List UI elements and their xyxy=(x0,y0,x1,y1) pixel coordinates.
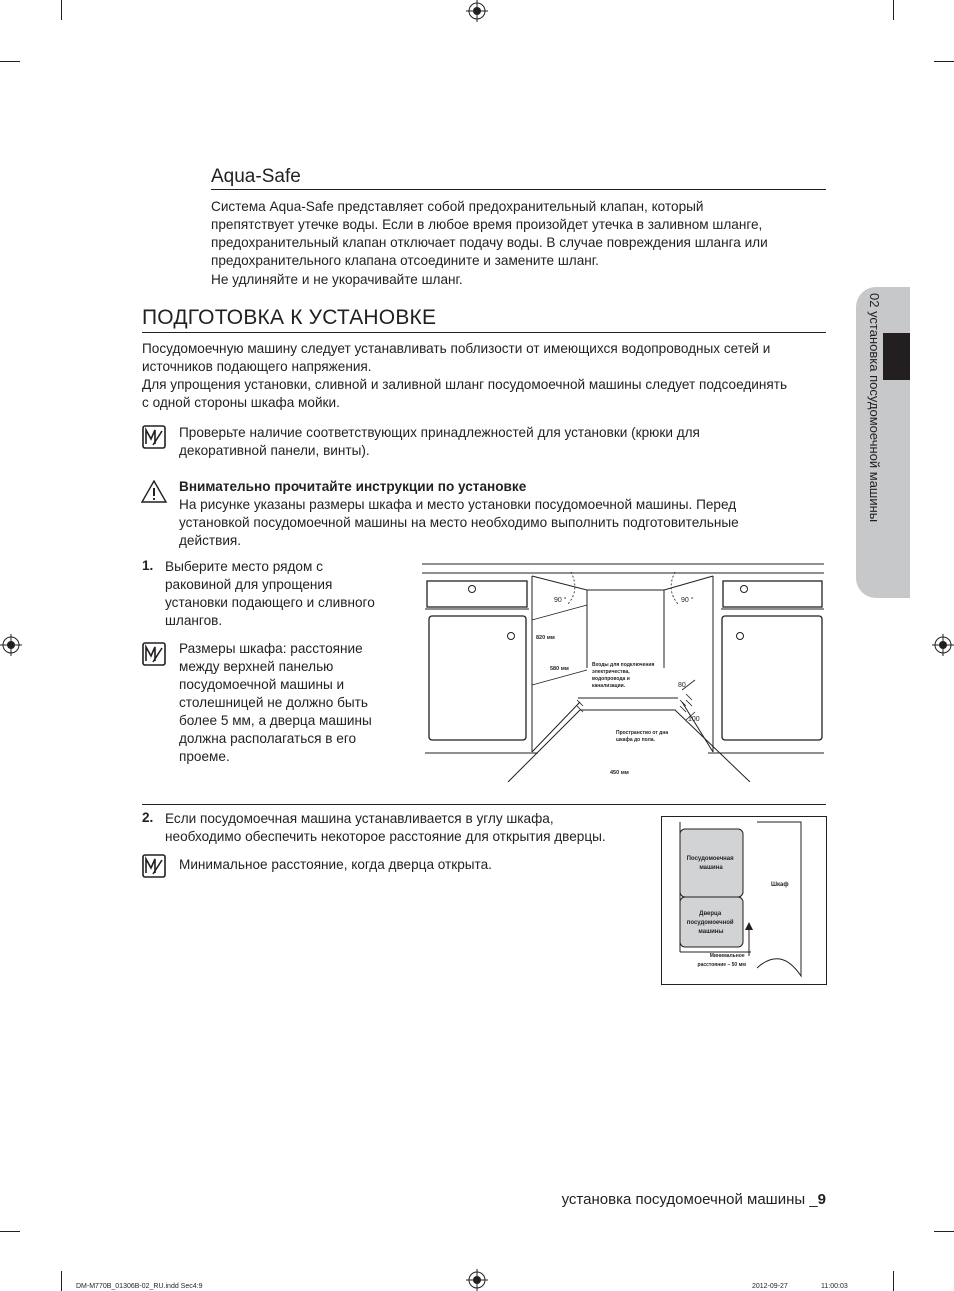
space-label: Пространство от дна шкафа до пола. xyxy=(616,730,669,743)
crop-mark-bottom-right-v xyxy=(893,1271,894,1291)
section-intro: Посудомоечную машину следует устанавливать поблизости от имеющихся водопроводных сетей и источников подающего напряжения. Для упрощения установки, сливной и заливной шланг посудомоечной машины следует подсоединять с одной стороны шкафа мойки. xyxy=(142,341,788,410)
crop-mark-top-right-v xyxy=(893,0,894,20)
angle-right-label: 90 ° xyxy=(681,597,694,604)
section-title: ПОДГОТОВКА К УСТАНОВКЕ xyxy=(142,306,437,329)
registration-mark-icon xyxy=(466,0,488,22)
corner-diagram xyxy=(661,816,827,986)
section-rule xyxy=(142,332,826,333)
crop-mark-top-left-h xyxy=(0,61,20,62)
min-distance-label: Минимальное расстояние – 50 мм xyxy=(697,953,746,968)
cabinet-label: Шкаф xyxy=(771,882,789,888)
crop-mark-bottom-left-v xyxy=(61,1271,62,1291)
note-icon xyxy=(142,854,166,878)
dim-100-label: 100 xyxy=(688,716,700,723)
aqua-safe-heading: Aqua-Safe xyxy=(211,166,301,187)
step-1-number: 1. xyxy=(142,558,154,573)
dim-80-label: 80 xyxy=(678,682,686,689)
registration-mark-icon xyxy=(932,634,954,656)
print-date: 2012-09-27 xyxy=(752,1283,788,1290)
chapter-tab-marker xyxy=(883,333,910,380)
note-icon xyxy=(142,425,166,449)
crop-mark-bottom-right-h xyxy=(934,1231,954,1232)
crop-mark-top-left-v xyxy=(61,0,62,20)
note-accessories: Проверьте наличие соответствующих принадлежностей для установки (крюки для декоративной панели, винты). xyxy=(179,425,700,458)
dim-450-label: 450 мм xyxy=(610,770,629,776)
crop-mark-top-right-h xyxy=(934,61,954,62)
note-icon xyxy=(142,642,166,666)
step-2-number: 2. xyxy=(142,810,154,825)
step-1-text: Выберите место рядом с раковиной для упрощения установки подающего и сливного шлангов. xyxy=(165,559,375,628)
inlets-label: Входы для подключения электричества, водопровода и канализации. xyxy=(592,662,655,689)
chapter-tab-label: 02 установка посудомоечной машины xyxy=(867,293,882,523)
angle-left-label: 90 ° xyxy=(554,597,567,604)
aqua-safe-rule xyxy=(211,189,826,190)
note-min-distance: Минимальное расстояние, когда дверца открыта. xyxy=(179,857,492,872)
step-divider xyxy=(142,804,826,805)
installation-diagram xyxy=(420,560,826,782)
page-footer: установка посудомоечной машины _9 xyxy=(561,1191,826,1208)
dim-580-label: 580 мм xyxy=(550,666,569,672)
warning-triangle-icon xyxy=(141,479,167,503)
dishwasher-label: Посудомоечная машина xyxy=(686,856,734,871)
registration-mark-icon xyxy=(466,1269,488,1291)
aqua-safe-paragraph: Система Aqua-Safe представляет собой предохранительный клапан, который препятствует утечке воды. Если в любое время произойдет утечка в заливном шланге, предохранительный клапан отключает подачу воды. В случае повреждения шланга или предохранительного клапана отсоедините и замените шланг. xyxy=(211,199,768,268)
door-label: Дверца посудомоечной машины xyxy=(686,911,734,935)
aqua-safe-warning: Не удлиняйте и не укорачивайте шланг. xyxy=(211,272,463,287)
print-time: 11:00:03 xyxy=(821,1283,848,1290)
caution-title: Внимательно прочитайте инструкции по установке xyxy=(179,479,527,494)
caution-block: Внимательно прочитайте инструкции по установке На рисунке указаны размеры шкафа и место установки посудомоечной машины. Перед установкой посудомоечной машины на место необходимо выполнить подготовительные действия. xyxy=(179,479,739,548)
page-number: 9 xyxy=(817,1191,826,1208)
note-cabinet-size: Размеры шкафа: расстояние между верхней панелью посудомоечной машины и столешницей не должно быть более 5 мм, а дверца машины должна располагаться в его проеме. xyxy=(179,641,372,764)
crop-mark-bottom-left-h xyxy=(0,1231,20,1232)
dim-820-label: 820 мм xyxy=(536,635,555,641)
registration-mark-icon xyxy=(0,634,22,656)
step-2-text: Если посудомоечная машина устанавливается в углу шкафа, необходимо обеспечить некоторое расстояние для открытия дверцы. xyxy=(165,811,606,844)
print-file-info: DM-M770B_01306B-02_RU.indd Sec4:9 xyxy=(76,1283,203,1290)
